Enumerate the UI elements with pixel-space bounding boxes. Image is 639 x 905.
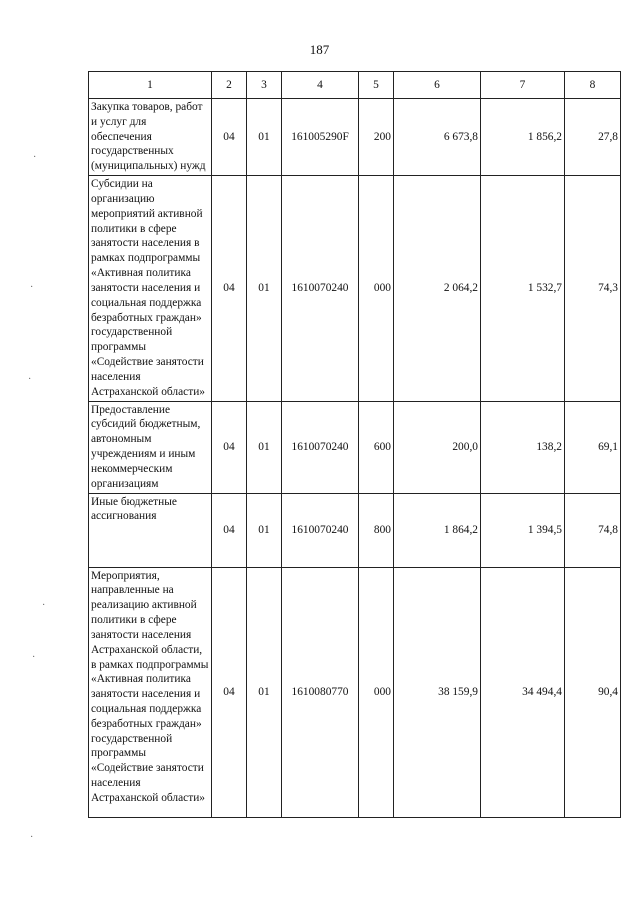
cell-target-article: 1610080770 <box>282 567 359 817</box>
cell-actual: 34 494,4 <box>481 567 565 817</box>
table-row <box>89 401 621 493</box>
cell-section: 04 <box>212 493 247 567</box>
col-header: 7 <box>481 72 565 99</box>
row-description: Закупка товаров, работ и услуг для обеспечения государственных (муниципальных) нужд <box>89 99 212 176</box>
col-header: 6 <box>394 72 481 99</box>
cell-expense-type: 800 <box>359 493 394 567</box>
row-description: Иные бюджетные ассигнования <box>89 493 212 567</box>
cell-section: 04 <box>212 99 247 176</box>
cell-percent: 27,8 <box>565 99 621 176</box>
scan-mark: · <box>33 152 37 163</box>
cell-subsection: 01 <box>247 99 282 176</box>
cell-subsection: 01 <box>247 493 282 567</box>
col-header: 2 <box>212 72 247 99</box>
cell-expense-type: 000 <box>359 567 394 817</box>
page-number: 187 <box>309 42 330 57</box>
table-row <box>89 567 621 817</box>
cell-actual: 1 532,7 <box>481 176 565 401</box>
scan-mark: · <box>32 652 36 663</box>
row-description: Мероприятия, направленные на реализацию активной политики в сфере занятости населения Астраханской области, в рамках подпрограммы «Активная политика занятости населения и социальная поддержка безработных граждан» государственной программы «Содействие занятости населения Астраханской области» <box>89 567 212 817</box>
scan-mark: · <box>30 282 34 293</box>
cell-actual: 138,2 <box>481 401 565 493</box>
table-row <box>89 99 621 176</box>
cell-target-article: 1610070240 <box>282 401 359 493</box>
cell-target-article: 161005290F <box>282 99 359 176</box>
scan-mark: · <box>28 374 32 385</box>
col-header: 5 <box>359 72 394 99</box>
cell-plan: 1 864,2 <box>394 493 481 567</box>
cell-actual: 1 856,2 <box>481 99 565 176</box>
cell-target-article: 1610070240 <box>282 176 359 401</box>
cell-subsection: 01 <box>247 401 282 493</box>
header-row <box>89 72 621 99</box>
cell-percent: 90,4 <box>565 567 621 817</box>
budget-table <box>88 71 621 818</box>
cell-section: 04 <box>212 567 247 817</box>
cell-section: 04 <box>212 401 247 493</box>
cell-plan: 6 673,8 <box>394 99 481 176</box>
cell-plan: 38 159,9 <box>394 567 481 817</box>
table-row <box>89 493 621 567</box>
row-description: Субсидии на организацию мероприятий активной политики в сфере занятости населения в рамках подпрограммы «Активная политика занятости населения и социальная поддержка безработных граждан» государственной программы «Содействие занятости населения Астраханской области» <box>89 176 212 401</box>
cell-expense-type: 200 <box>359 99 394 176</box>
cell-section: 04 <box>212 176 247 401</box>
cell-percent: 69,1 <box>565 401 621 493</box>
cell-target-article: 1610070240 <box>282 493 359 567</box>
cell-actual: 1 394,5 <box>481 493 565 567</box>
scan-mark: · <box>30 832 34 843</box>
cell-plan: 200,0 <box>394 401 481 493</box>
col-header: 3 <box>247 72 282 99</box>
cell-subsection: 01 <box>247 176 282 401</box>
cell-subsection: 01 <box>247 567 282 817</box>
scan-mark: · <box>42 600 46 611</box>
table-row <box>89 176 621 401</box>
col-header: 8 <box>565 72 621 99</box>
cell-percent: 74,8 <box>565 493 621 567</box>
col-header: 4 <box>282 72 359 99</box>
cell-plan: 2 064,2 <box>394 176 481 401</box>
cell-expense-type: 600 <box>359 401 394 493</box>
cell-percent: 74,3 <box>565 176 621 401</box>
col-header: 1 <box>89 72 212 99</box>
cell-expense-type: 000 <box>359 176 394 401</box>
row-description: Предоставление субсидий бюджетным, автономным учреждениям и иным некоммерческим организациям <box>89 401 212 493</box>
